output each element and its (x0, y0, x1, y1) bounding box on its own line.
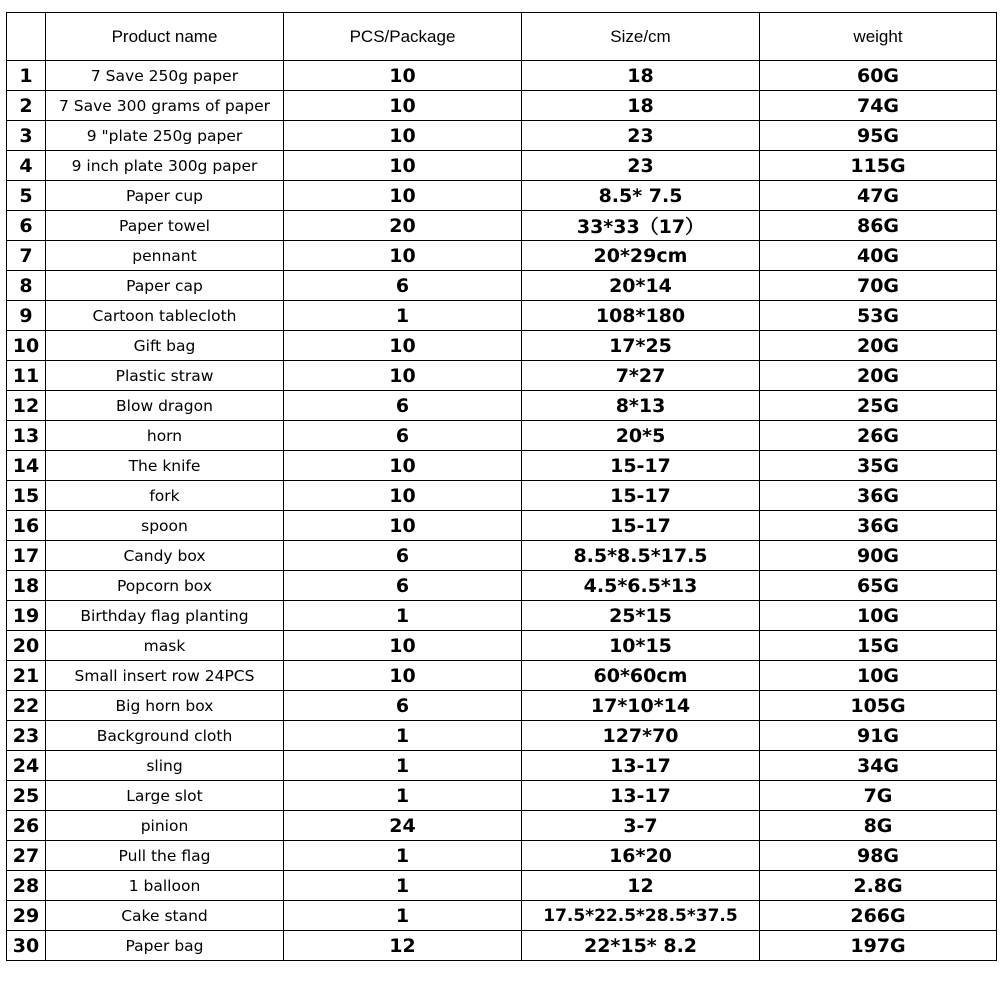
table-row (7, 301, 997, 331)
pcs-package-cell: 6 (284, 571, 522, 601)
product-name-cell: Cartoon tablecloth (46, 301, 284, 331)
size-cell: 20*29cm (522, 241, 760, 271)
header-weight: weight (760, 13, 997, 61)
size-cell: 20*14 (522, 271, 760, 301)
weight-cell: 2.8G (760, 871, 997, 901)
size-cell: 33*33（17） (522, 211, 760, 241)
product-name-cell: mask (46, 631, 284, 661)
pcs-package-cell: 6 (284, 541, 522, 571)
table-row (7, 541, 997, 571)
weight-cell: 15G (760, 631, 997, 661)
product-name-cell: fork (46, 481, 284, 511)
pcs-package-cell: 10 (284, 631, 522, 661)
weight-cell: 35G (760, 451, 997, 481)
product-name-cell: horn (46, 421, 284, 451)
weight-cell: 40G (760, 241, 997, 271)
size-cell: 8.5* 7.5 (522, 181, 760, 211)
header-pcs-package: PCS/Package (284, 13, 522, 61)
size-cell: 13-17 (522, 751, 760, 781)
size-cell: 8*13 (522, 391, 760, 421)
product-name-cell: 1 balloon (46, 871, 284, 901)
weight-cell: 60G (760, 61, 997, 91)
row-number: 24 (7, 751, 46, 781)
table-row (7, 841, 997, 871)
pcs-package-cell: 10 (284, 331, 522, 361)
row-number: 16 (7, 511, 46, 541)
weight-cell: 98G (760, 841, 997, 871)
row-number: 11 (7, 361, 46, 391)
weight-cell: 197G (760, 931, 997, 961)
product-name-cell: Gift bag (46, 331, 284, 361)
table-row (7, 481, 997, 511)
size-cell: 17*25 (522, 331, 760, 361)
pcs-package-cell: 1 (284, 901, 522, 931)
size-cell: 17.5*22.5*28.5*37.5 (522, 901, 760, 931)
product-name-cell: Paper cap (46, 271, 284, 301)
product-name-cell: 7 Save 250g paper (46, 61, 284, 91)
table-row (7, 691, 997, 721)
row-number: 22 (7, 691, 46, 721)
row-number: 25 (7, 781, 46, 811)
pcs-package-cell: 1 (284, 601, 522, 631)
product-name-cell: sling (46, 751, 284, 781)
product-name-cell: 9 inch plate 300g paper (46, 151, 284, 181)
row-number: 23 (7, 721, 46, 751)
size-cell: 22*15* 8.2 (522, 931, 760, 961)
header-product-name: Product name (46, 13, 284, 61)
row-number: 8 (7, 271, 46, 301)
size-cell: 3-7 (522, 811, 760, 841)
product-name-cell: Blow dragon (46, 391, 284, 421)
table-row (7, 391, 997, 421)
table-row (7, 421, 997, 451)
table-row (7, 661, 997, 691)
pcs-package-cell: 10 (284, 121, 522, 151)
size-cell: 7*27 (522, 361, 760, 391)
size-cell: 18 (522, 61, 760, 91)
table-row (7, 211, 997, 241)
pcs-package-cell: 1 (284, 301, 522, 331)
size-cell: 108*180 (522, 301, 760, 331)
row-number: 30 (7, 931, 46, 961)
pcs-package-cell: 1 (284, 841, 522, 871)
pcs-package-cell: 20 (284, 211, 522, 241)
row-number: 29 (7, 901, 46, 931)
pcs-package-cell: 6 (284, 421, 522, 451)
table-row (7, 271, 997, 301)
product-name-cell: Large slot (46, 781, 284, 811)
weight-cell: 105G (760, 691, 997, 721)
row-number: 3 (7, 121, 46, 151)
size-cell: 23 (522, 151, 760, 181)
row-number: 7 (7, 241, 46, 271)
weight-cell: 70G (760, 271, 997, 301)
size-cell: 16*20 (522, 841, 760, 871)
row-number: 1 (7, 61, 46, 91)
table-row (7, 241, 997, 271)
table-row (7, 721, 997, 751)
table-row (7, 121, 997, 151)
product-name-cell: Paper towel (46, 211, 284, 241)
product-name-cell: Paper cup (46, 181, 284, 211)
header-row (7, 13, 997, 61)
size-cell: 15-17 (522, 511, 760, 541)
row-number: 10 (7, 331, 46, 361)
weight-cell: 74G (760, 91, 997, 121)
product-name-cell: 7 Save 300 grams of paper (46, 91, 284, 121)
product-name-cell: Big horn box (46, 691, 284, 721)
row-number: 2 (7, 91, 46, 121)
size-cell: 17*10*14 (522, 691, 760, 721)
pcs-package-cell: 6 (284, 691, 522, 721)
table-row (7, 571, 997, 601)
header-size: Size/cm (522, 13, 760, 61)
weight-cell: 10G (760, 601, 997, 631)
weight-cell: 10G (760, 661, 997, 691)
row-number: 15 (7, 481, 46, 511)
size-cell: 4.5*6.5*13 (522, 571, 760, 601)
pcs-package-cell: 12 (284, 931, 522, 961)
size-cell: 12 (522, 871, 760, 901)
size-cell: 23 (522, 121, 760, 151)
product-name-cell: Paper bag (46, 931, 284, 961)
weight-cell: 20G (760, 361, 997, 391)
weight-cell: 7G (760, 781, 997, 811)
product-name-cell: pinion (46, 811, 284, 841)
weight-cell: 266G (760, 901, 997, 931)
row-number: 27 (7, 841, 46, 871)
weight-cell: 20G (760, 331, 997, 361)
row-number: 5 (7, 181, 46, 211)
size-cell: 8.5*8.5*17.5 (522, 541, 760, 571)
table-row (7, 451, 997, 481)
product-name-cell: Plastic straw (46, 361, 284, 391)
pcs-package-cell: 10 (284, 361, 522, 391)
pcs-package-cell: 6 (284, 391, 522, 421)
product-name-cell: Cake stand (46, 901, 284, 931)
pcs-package-cell: 10 (284, 91, 522, 121)
product-spec-table (6, 12, 997, 961)
pcs-package-cell: 6 (284, 271, 522, 301)
weight-cell: 26G (760, 421, 997, 451)
table-row (7, 781, 997, 811)
row-number: 26 (7, 811, 46, 841)
weight-cell: 90G (760, 541, 997, 571)
pcs-package-cell: 24 (284, 811, 522, 841)
product-name-cell: Popcorn box (46, 571, 284, 601)
weight-cell: 91G (760, 721, 997, 751)
size-cell: 20*5 (522, 421, 760, 451)
row-number: 20 (7, 631, 46, 661)
table-row (7, 91, 997, 121)
table-row (7, 361, 997, 391)
table-row (7, 151, 997, 181)
product-name-cell: spoon (46, 511, 284, 541)
pcs-package-cell: 10 (284, 61, 522, 91)
row-number: 9 (7, 301, 46, 331)
product-name-cell: Pull the flag (46, 841, 284, 871)
row-number: 13 (7, 421, 46, 451)
row-number: 12 (7, 391, 46, 421)
size-cell: 15-17 (522, 481, 760, 511)
weight-cell: 8G (760, 811, 997, 841)
table-row (7, 511, 997, 541)
pcs-package-cell: 10 (284, 481, 522, 511)
pcs-package-cell: 10 (284, 661, 522, 691)
row-number: 19 (7, 601, 46, 631)
size-cell: 127*70 (522, 721, 760, 751)
product-name-cell: 9 "plate 250g paper (46, 121, 284, 151)
pcs-package-cell: 10 (284, 511, 522, 541)
pcs-package-cell: 1 (284, 871, 522, 901)
size-cell: 25*15 (522, 601, 760, 631)
product-name-cell: Background cloth (46, 721, 284, 751)
weight-cell: 34G (760, 751, 997, 781)
table-row (7, 181, 997, 211)
row-number: 18 (7, 571, 46, 601)
weight-cell: 36G (760, 481, 997, 511)
table-row (7, 871, 997, 901)
weight-cell: 53G (760, 301, 997, 331)
product-name-cell: Birthday flag planting (46, 601, 284, 631)
product-name-cell: pennant (46, 241, 284, 271)
table-row (7, 601, 997, 631)
weight-cell: 115G (760, 151, 997, 181)
size-cell: 15-17 (522, 451, 760, 481)
row-number: 17 (7, 541, 46, 571)
header-index (7, 13, 46, 61)
table-row (7, 931, 997, 961)
product-name-cell: The knife (46, 451, 284, 481)
pcs-package-cell: 10 (284, 451, 522, 481)
size-cell: 18 (522, 91, 760, 121)
row-number: 4 (7, 151, 46, 181)
weight-cell: 36G (760, 511, 997, 541)
table-row (7, 631, 997, 661)
pcs-package-cell: 10 (284, 241, 522, 271)
pcs-package-cell: 1 (284, 781, 522, 811)
size-cell: 10*15 (522, 631, 760, 661)
table-row (7, 901, 997, 931)
row-number: 28 (7, 871, 46, 901)
weight-cell: 95G (760, 121, 997, 151)
table-row (7, 751, 997, 781)
weight-cell: 47G (760, 181, 997, 211)
size-cell: 60*60cm (522, 661, 760, 691)
pcs-package-cell: 10 (284, 181, 522, 211)
table-body (7, 61, 997, 961)
pcs-package-cell: 10 (284, 151, 522, 181)
product-name-cell: Candy box (46, 541, 284, 571)
table-row (7, 811, 997, 841)
weight-cell: 65G (760, 571, 997, 601)
product-name-cell: Small insert row 24PCS (46, 661, 284, 691)
row-number: 14 (7, 451, 46, 481)
row-number: 21 (7, 661, 46, 691)
row-number: 6 (7, 211, 46, 241)
table-row (7, 331, 997, 361)
size-cell: 13-17 (522, 781, 760, 811)
table-row (7, 61, 997, 91)
weight-cell: 25G (760, 391, 997, 421)
weight-cell: 86G (760, 211, 997, 241)
pcs-package-cell: 1 (284, 751, 522, 781)
pcs-package-cell: 1 (284, 721, 522, 751)
